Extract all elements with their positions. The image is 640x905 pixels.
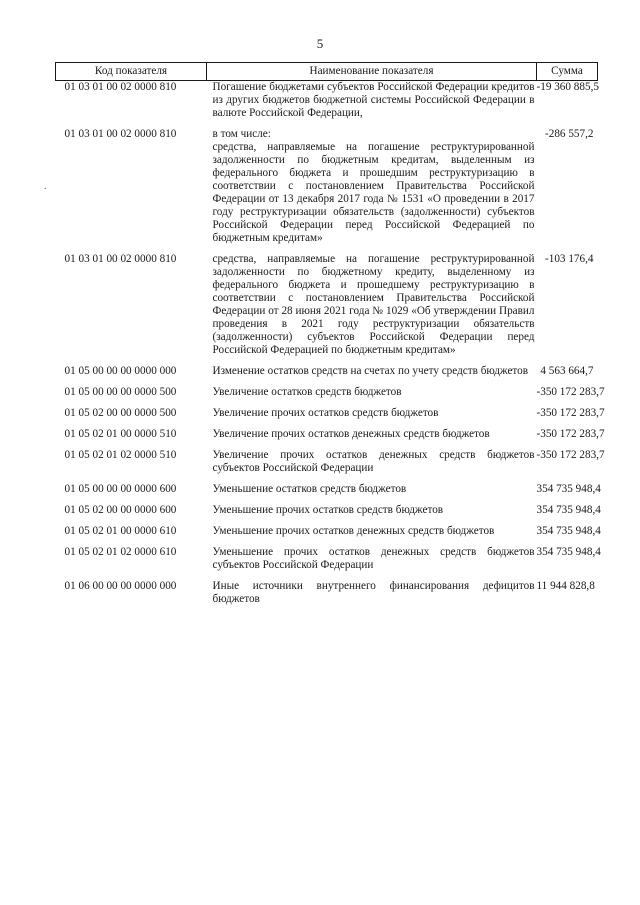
table-row	[56, 483, 598, 504]
row-code: 01 03 01 00 02 0000 810	[64, 128, 177, 140]
row-sum: -19 360 885,5	[536, 81, 599, 93]
header-code: Код показателя	[56, 63, 207, 81]
row-sum: -103 176,4	[545, 253, 594, 265]
row-name	[207, 407, 537, 428]
row-sum: 354 735 948,4	[536, 525, 601, 537]
row-name-line: Уменьшение прочих остатков денежных средств бюджетов	[212, 525, 495, 537]
row-name-line: Увеличение остатков средств бюджетов	[212, 386, 402, 398]
row-sum: 354 735 948,4	[536, 504, 601, 516]
table-row	[56, 81, 598, 129]
stray-mark: .	[44, 181, 47, 192]
table-row	[56, 525, 598, 546]
row-name	[207, 525, 537, 546]
row-sum: 354 735 948,4	[536, 483, 601, 495]
row-name-line: средства, направляемые на погашение реструктурированной задолженности по бюджетным кредитам, выделенным из федерального бюджета и прошедшим реструктуризацию в соответствии с постановлением Правительства Российской Федерации от 13 декабря 2017 года № 1531 «О проведении в 2017 году реструктуризации обязательств (задолженности) субъектов Российской Федерации перед Российской Федерацией по бюджетным кредитам»	[212, 141, 535, 244]
row-name-line: средства, направляемые на погашение реструктурированной задолженности по бюджетному кредиту, выделенному из федерального бюджета и прошедшему реструктуризацию в соответствии с постановлением Правительства Российской Федерации от 28 июня 2021 года № 1029 «Об утверждении Правил проведения в 2021 году реструктуризации обязательств (задолженности) субъектов Российской Федерации перед Российской Федерацией по бюджетным кредитам»	[212, 253, 535, 356]
table-header	[56, 63, 598, 81]
row-name	[207, 128, 537, 253]
row-name	[207, 428, 537, 449]
row-sum: -350 172 283,7	[536, 386, 605, 398]
row-name	[207, 546, 537, 580]
row-name-line: Уменьшение остатков средств бюджетов	[212, 483, 407, 495]
row-name-line: в том числе:	[212, 128, 271, 140]
row-code: 01 05 02 01 00 0000 510	[64, 428, 177, 440]
row-code: 01 05 00 00 00 0000 500	[64, 386, 177, 398]
table-row	[56, 128, 598, 253]
row-code: 01 05 00 00 00 0000 000	[64, 365, 177, 377]
row-code: 01 05 02 01 00 0000 610	[64, 525, 177, 537]
table-row	[56, 365, 598, 386]
table-body	[56, 81, 605, 615]
row-code: 01 05 00 00 00 0000 600	[64, 483, 177, 495]
page-number: 5	[316, 36, 324, 51]
table-row	[56, 407, 598, 428]
row-name	[207, 580, 537, 614]
row-name-line: Увеличение прочих остатков средств бюджетов	[212, 407, 439, 419]
table-row	[56, 546, 598, 580]
row-name	[207, 449, 537, 483]
row-name	[207, 81, 537, 129]
row-name	[207, 504, 537, 525]
row-sum: 4 563 664,7	[540, 365, 594, 377]
header-sum: Сумма	[537, 63, 598, 81]
table-row	[56, 253, 598, 365]
row-sum: -350 172 283,7	[536, 428, 605, 440]
row-name	[207, 386, 537, 407]
row-name-line: Увеличение прочих остатков денежных средств бюджетов субъектов Российской Федерации	[212, 449, 535, 474]
row-name-line: Уменьшение прочих остатков средств бюджетов	[212, 504, 444, 516]
row-code: 01 05 02 01 02 0000 510	[64, 449, 177, 461]
row-sum: 354 735 948,4	[536, 546, 601, 558]
row-name	[207, 365, 537, 386]
row-sum: -350 172 283,7	[536, 449, 605, 461]
table-row	[56, 449, 598, 483]
table-row	[56, 580, 598, 614]
row-sum: 11 944 828,8	[536, 580, 595, 592]
row-name-line: Изменение остатков средств на счетах по учету средств бюджетов	[212, 365, 529, 377]
row-code: 01 06 00 00 00 0000 000	[64, 580, 177, 592]
row-code: 01 03 01 00 02 0000 810	[64, 81, 177, 93]
row-code: 01 05 02 00 00 0000 500	[64, 407, 177, 419]
row-sum: -350 172 283,7	[536, 407, 605, 419]
row-name-line: Уменьшение прочих остатков денежных средств бюджетов субъектов Российской Федерации	[212, 546, 535, 571]
row-sum: -286 557,2	[545, 128, 594, 140]
row-name-line: Иные источники внутреннего финансирования дефицитов бюджетов	[212, 580, 535, 605]
table-row	[56, 386, 598, 407]
row-code: 01 05 02 01 02 0000 610	[64, 546, 177, 558]
row-name-line: Погашение бюджетами субъектов Российской Федерации кредитов из других бюджетов бюджетной системы Российской Федерации в валюте Российской Федерации,	[212, 81, 535, 119]
table-row	[56, 504, 598, 525]
table-row	[56, 428, 598, 449]
header-name: Наименование показателя	[207, 63, 537, 81]
budget-sources-table	[55, 62, 605, 614]
row-code: 01 03 01 00 02 0000 810	[64, 253, 177, 265]
row-name	[207, 253, 537, 365]
row-code: 01 05 02 00 00 0000 600	[64, 504, 177, 516]
row-name-line: Увеличение прочих остатков денежных средств бюджетов	[212, 428, 490, 440]
row-name	[207, 483, 537, 504]
